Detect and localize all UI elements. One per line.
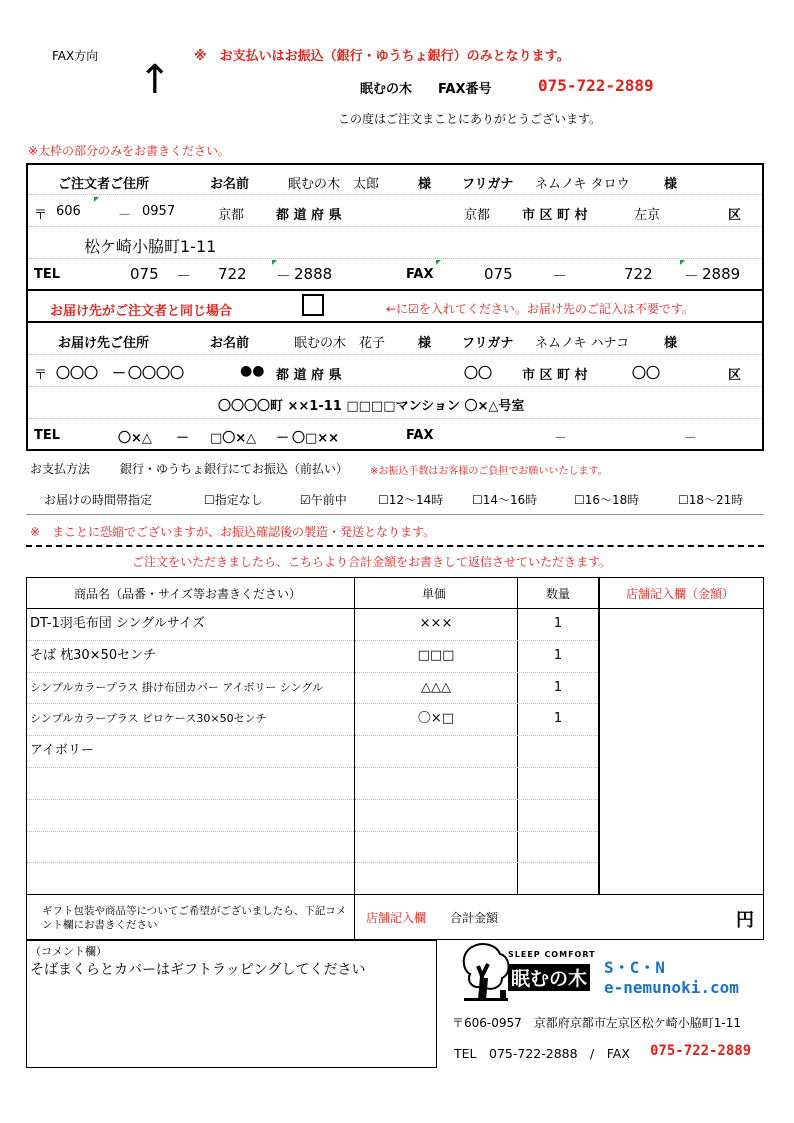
orderer-tel-dash2: － xyxy=(276,267,292,285)
time-option-morning[interactable]: ☑午前中 xyxy=(300,493,347,507)
delivery-name[interactable]: 眠むの木 花子 xyxy=(294,336,386,351)
thanks-message: この度はご注文まことにありがとうございます。 xyxy=(338,112,602,126)
delivery-postal2[interactable]: 〇〇〇〇 xyxy=(128,366,184,382)
table-row-product[interactable] xyxy=(30,831,352,863)
delivery-sama: 様 xyxy=(418,336,432,351)
payment-note: ※お振込手数はお客様のご負担でお願いいたします。 xyxy=(370,466,608,477)
orderer-name[interactable]: 眠むの木 太郎 xyxy=(288,177,380,192)
orderer-tel-dash1: － xyxy=(176,267,192,285)
orderer-tel-label: TEL xyxy=(34,267,61,282)
delivery-postal-mark: 〒 xyxy=(34,368,48,383)
logo-text: 眠むの木 xyxy=(508,964,590,991)
instruction: ※太枠の部分のみをお書きください。 xyxy=(28,144,231,158)
orderer-postal-dash: － xyxy=(118,208,132,223)
orderer-postal2[interactable]: 0957 xyxy=(142,204,176,219)
time-option-18-21[interactable]: ☐18～21時 xyxy=(678,493,744,507)
logo-small-text: SLEEP COMFORT xyxy=(508,950,596,959)
table-row-qty[interactable]: 1 xyxy=(553,616,563,631)
table-row-product[interactable]: シンプルカラープラス 掛け布団カバー アイボリー シングル xyxy=(30,680,324,694)
table-row-qty[interactable]: 1 xyxy=(553,711,563,727)
delivery-postal-dash: － xyxy=(112,366,126,382)
orderer-fax1[interactable]: 075 xyxy=(484,265,513,283)
table-row-price[interactable] xyxy=(356,862,516,894)
orderer-address-label: ご注文者ご住所 xyxy=(58,177,150,192)
gift-note: ギフト包装や商品等についてご希望がございましたら、下記コメント欄にお書きください xyxy=(42,905,347,931)
delivery-time-label: お届けの時間帯指定 xyxy=(44,493,153,507)
orderer-tel1[interactable]: 075 xyxy=(130,265,159,283)
table-row-product[interactable] xyxy=(30,862,352,894)
delivery-street[interactable]: 〇〇〇〇町 ××1-11 □□□□マンション 〇×△号室 xyxy=(218,399,525,414)
table-row-price[interactable]: 〇×□ xyxy=(417,711,455,727)
apology-notice: ※ まことに恐縮でございますが、お振込確認後の製造・発送となります。 xyxy=(30,525,436,539)
orderer-fax2[interactable]: 722 xyxy=(624,265,653,283)
total-label: 合計金額 xyxy=(450,911,499,925)
table-row-qty[interactable]: 1 xyxy=(553,679,563,695)
fax-label: FAX番号 xyxy=(438,82,492,97)
orderer-tel2[interactable]: 722 xyxy=(218,265,247,283)
fax-direction-label: FAX方向 xyxy=(52,49,99,63)
table-row-product[interactable] xyxy=(30,799,352,831)
same-delivery-note: ←に☑を入れてください。お届け先のご記入は不要です。 xyxy=(386,302,694,316)
shop-fax: 075-722-2889 xyxy=(650,1043,752,1059)
same-delivery-checkbox[interactable] xyxy=(302,294,324,316)
orderer-ward-label: 区 xyxy=(728,208,742,223)
comment-text[interactable]: そばまくらとカバーはギフトラッピングしてください xyxy=(30,962,366,978)
table-row-price[interactable]: ××× xyxy=(419,616,453,631)
orderer-city-label: 市 区 町 村 xyxy=(522,208,588,223)
table-row-product[interactable]: そば 枕30×50センチ xyxy=(30,647,157,663)
time-option-none[interactable]: ☐指定なし xyxy=(204,493,263,507)
orderer-fax-dash1: － xyxy=(552,267,568,285)
same-delivery-label: お届け先がご注文者と同じ場合 xyxy=(50,304,233,319)
delivery-name-label: お名前 xyxy=(210,336,250,351)
delivery-fax-dash2: － xyxy=(684,431,698,446)
delivery-furigana-sama: 様 xyxy=(664,336,678,351)
shop-tel: TEL 075-722-2888 / FAX xyxy=(454,1046,630,1061)
shop-entry-label: 店舗記入欄 xyxy=(366,911,427,925)
orderer-prefecture-label: 都 道 府 県 xyxy=(276,208,342,223)
delivery-furigana-label: フリガナ xyxy=(462,336,514,351)
col-header-price: 単価 xyxy=(422,587,447,601)
delivery-prefecture-label: 都 道 府 県 xyxy=(276,368,342,383)
table-row-price[interactable] xyxy=(356,735,516,767)
delivery-tel-dash2: － xyxy=(276,431,290,446)
shop-name: 眠むの木 xyxy=(360,82,413,97)
time-option-12-14[interactable]: ☐12～14時 xyxy=(378,493,444,507)
reply-note: ご注文をいただきましたら、こちらより合計金額をお書きして返信させていただきます。 xyxy=(132,555,612,569)
orderer-postal-mark: 〒 xyxy=(34,208,48,223)
delivery-fax-dash1: － xyxy=(554,431,568,446)
table-row-price[interactable] xyxy=(356,831,516,863)
delivery-ward-label: 区 xyxy=(728,368,742,383)
table-row-price[interactable]: □□□ xyxy=(417,647,455,663)
orderer-prefecture[interactable]: 京都 xyxy=(218,208,245,223)
delivery-fax-label: FAX xyxy=(406,428,434,443)
payment-notice: ※ お支払いはお振込（銀行・ゆうちょ銀行）のみとなります。 xyxy=(194,49,570,64)
fax-number: 075-722-2889 xyxy=(538,76,654,95)
col-header-qty: 数量 xyxy=(546,587,571,601)
comment-label: （コメント欄） xyxy=(30,945,107,958)
orderer-fax-dash2: － xyxy=(684,267,700,285)
table-row-qty[interactable] xyxy=(519,862,597,894)
orderer-furigana-label: フリガナ xyxy=(462,177,514,192)
scn-label: S・C・N xyxy=(604,958,665,977)
shop-logo xyxy=(460,942,594,1004)
time-option-16-18[interactable]: ☐16～18時 xyxy=(574,493,640,507)
orderer-furigana-sama: 様 xyxy=(664,177,678,192)
delivery-city[interactable]: 〇〇 xyxy=(464,366,492,382)
orderer-ward[interactable]: 左京 xyxy=(634,208,661,223)
delivery-ward[interactable]: 〇〇 xyxy=(632,366,660,382)
table-row-qty[interactable] xyxy=(519,767,597,799)
delivery-tel-label: TEL xyxy=(34,428,61,443)
table-row-product[interactable]: DT-1羽毛布団 シングルサイズ xyxy=(30,616,205,631)
table-row-qty[interactable] xyxy=(519,799,597,831)
yen-symbol: 円 xyxy=(736,910,754,931)
delivery-tel3[interactable]: 〇□×× xyxy=(292,431,340,446)
delivery-city-label: 市 区 町 村 xyxy=(522,368,588,383)
delivery-prefecture[interactable]: ●● xyxy=(240,363,265,379)
col-header-shop-amount: 店舗記入欄（金額） xyxy=(626,587,735,601)
table-row-price[interactable] xyxy=(356,767,516,799)
delivery-tel1[interactable]: 〇×△ xyxy=(118,431,152,446)
orderer-tel3[interactable]: 2888 xyxy=(294,265,333,283)
payment-label: お支払方法 xyxy=(30,462,91,476)
orderer-postal1[interactable]: 606 xyxy=(56,204,81,219)
table-row-product[interactable]: シンプルカラープラス ピロケース30×50センチ xyxy=(30,712,267,726)
col-header-product: 商品名（品番・サイズ等お書きください） xyxy=(74,587,302,601)
delivery-tel2[interactable]: □〇×△ xyxy=(210,431,257,446)
table-row-qty[interactable]: 1 xyxy=(553,647,563,663)
orderer-fax-label: FAX xyxy=(406,267,434,282)
payment-value: 銀行・ゆうちょ銀行にてお振込（前払い） xyxy=(120,462,349,476)
delivery-postal1[interactable]: 〇〇〇 xyxy=(56,366,98,382)
orderer-fax3[interactable]: 2889 xyxy=(702,265,741,283)
orderer-city[interactable]: 京都 xyxy=(464,208,491,223)
time-option-14-16[interactable]: ☐14～16時 xyxy=(472,493,538,507)
table-row-product[interactable] xyxy=(30,767,352,799)
table-row-qty[interactable] xyxy=(519,735,597,767)
orderer-name-label: お名前 xyxy=(210,177,250,192)
shop-url[interactable]: e-nemunoki.com xyxy=(604,978,739,997)
orderer-sama: 様 xyxy=(418,177,432,192)
table-row-price[interactable] xyxy=(356,799,516,831)
table-row-product[interactable]: アイボリー xyxy=(30,743,94,759)
delivery-furigana[interactable]: ネムノキ ハナコ xyxy=(535,336,630,351)
orderer-street[interactable]: 松ケ崎小脇町1-11 xyxy=(84,237,217,256)
delivery-address-label: お届け先ご住所 xyxy=(58,336,150,351)
table-row-price[interactable]: △△△ xyxy=(421,679,451,695)
orderer-furigana[interactable]: ネムノキ タロウ xyxy=(535,177,630,192)
shop-address: 〒606-0957 京都府京都市左京区松ケ崎小脇町1-11 xyxy=(452,1016,742,1030)
arrow-up-icon: ↑ xyxy=(138,57,172,103)
delivery-tel-dash1: － xyxy=(176,431,190,446)
table-row-qty[interactable] xyxy=(519,831,597,863)
